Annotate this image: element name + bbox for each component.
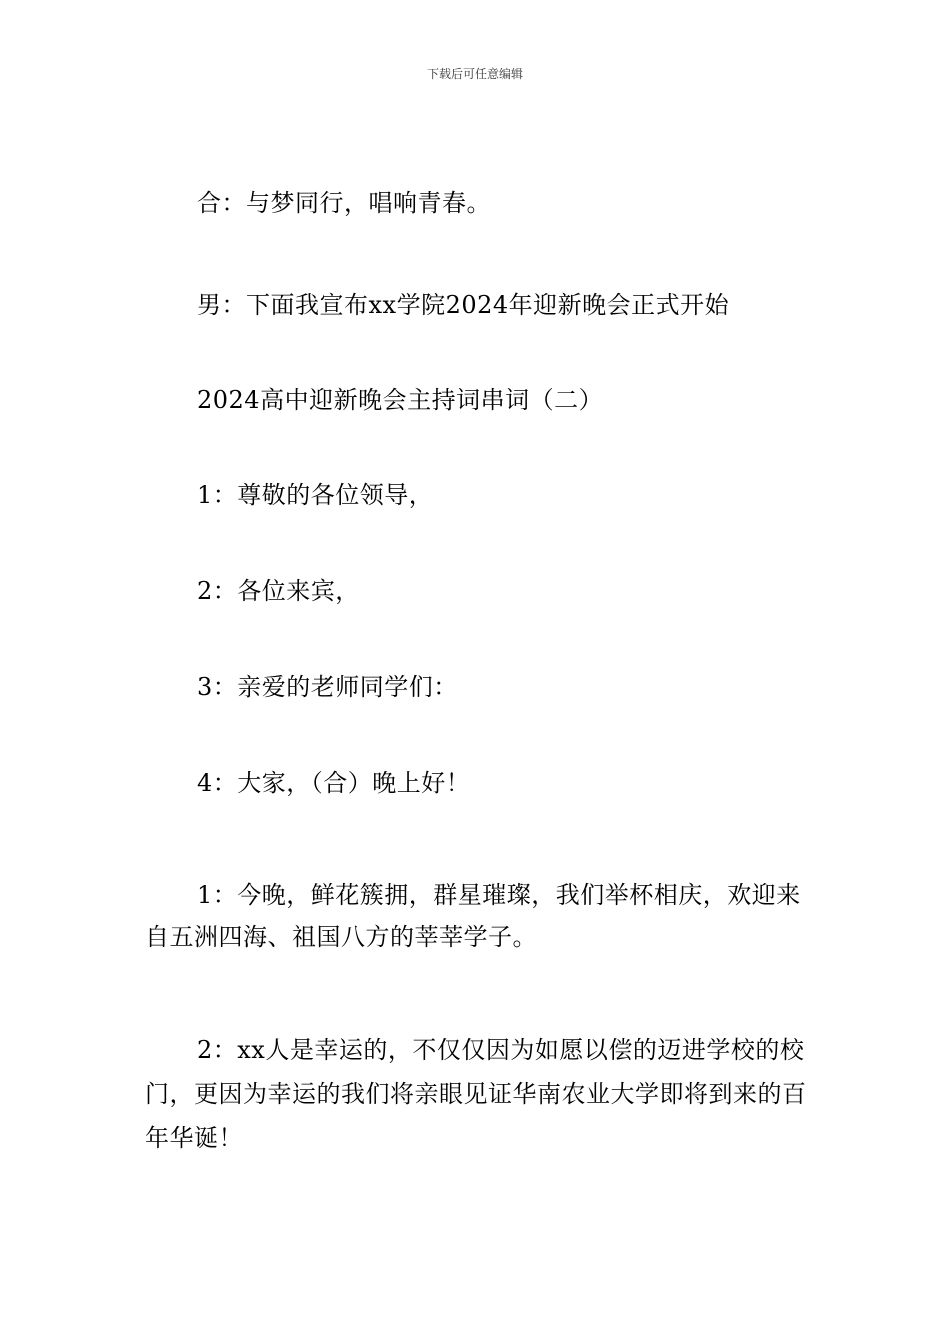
- section-title: 2024高中迎新晚会主持词串词（二）: [197, 386, 604, 414]
- paragraph-announcement: 男：下面我宣布xx学院2024年迎新晚会正式开始: [197, 291, 730, 319]
- paragraph-line: 4：大家，（合）晚上好！: [197, 769, 471, 797]
- paragraph-line: 1：今晚，鲜花簇拥，群星璀璨，我们举杯相庆，欢迎来自五洲四海、祖国八方的莘莘学子。: [145, 881, 801, 951]
- paragraph-line: 2：各位来宾，: [197, 577, 360, 605]
- paragraph-line: 1：尊敬的各位领导，: [197, 481, 434, 509]
- paragraph-line: 2：xx人是幸运的，不仅仅因为如愿以偿的迈进学校的校门，更因为幸运的我们将亲眼见证华南农业大学即将到来的百年华诞！: [145, 1036, 807, 1152]
- paragraph-chorus: 合：与梦同行，唱响青春。: [197, 189, 491, 217]
- page-header-note: 下载后可任意编辑: [426, 67, 523, 81]
- paragraph-line: 3：亲爱的老师同学们：: [197, 673, 458, 701]
